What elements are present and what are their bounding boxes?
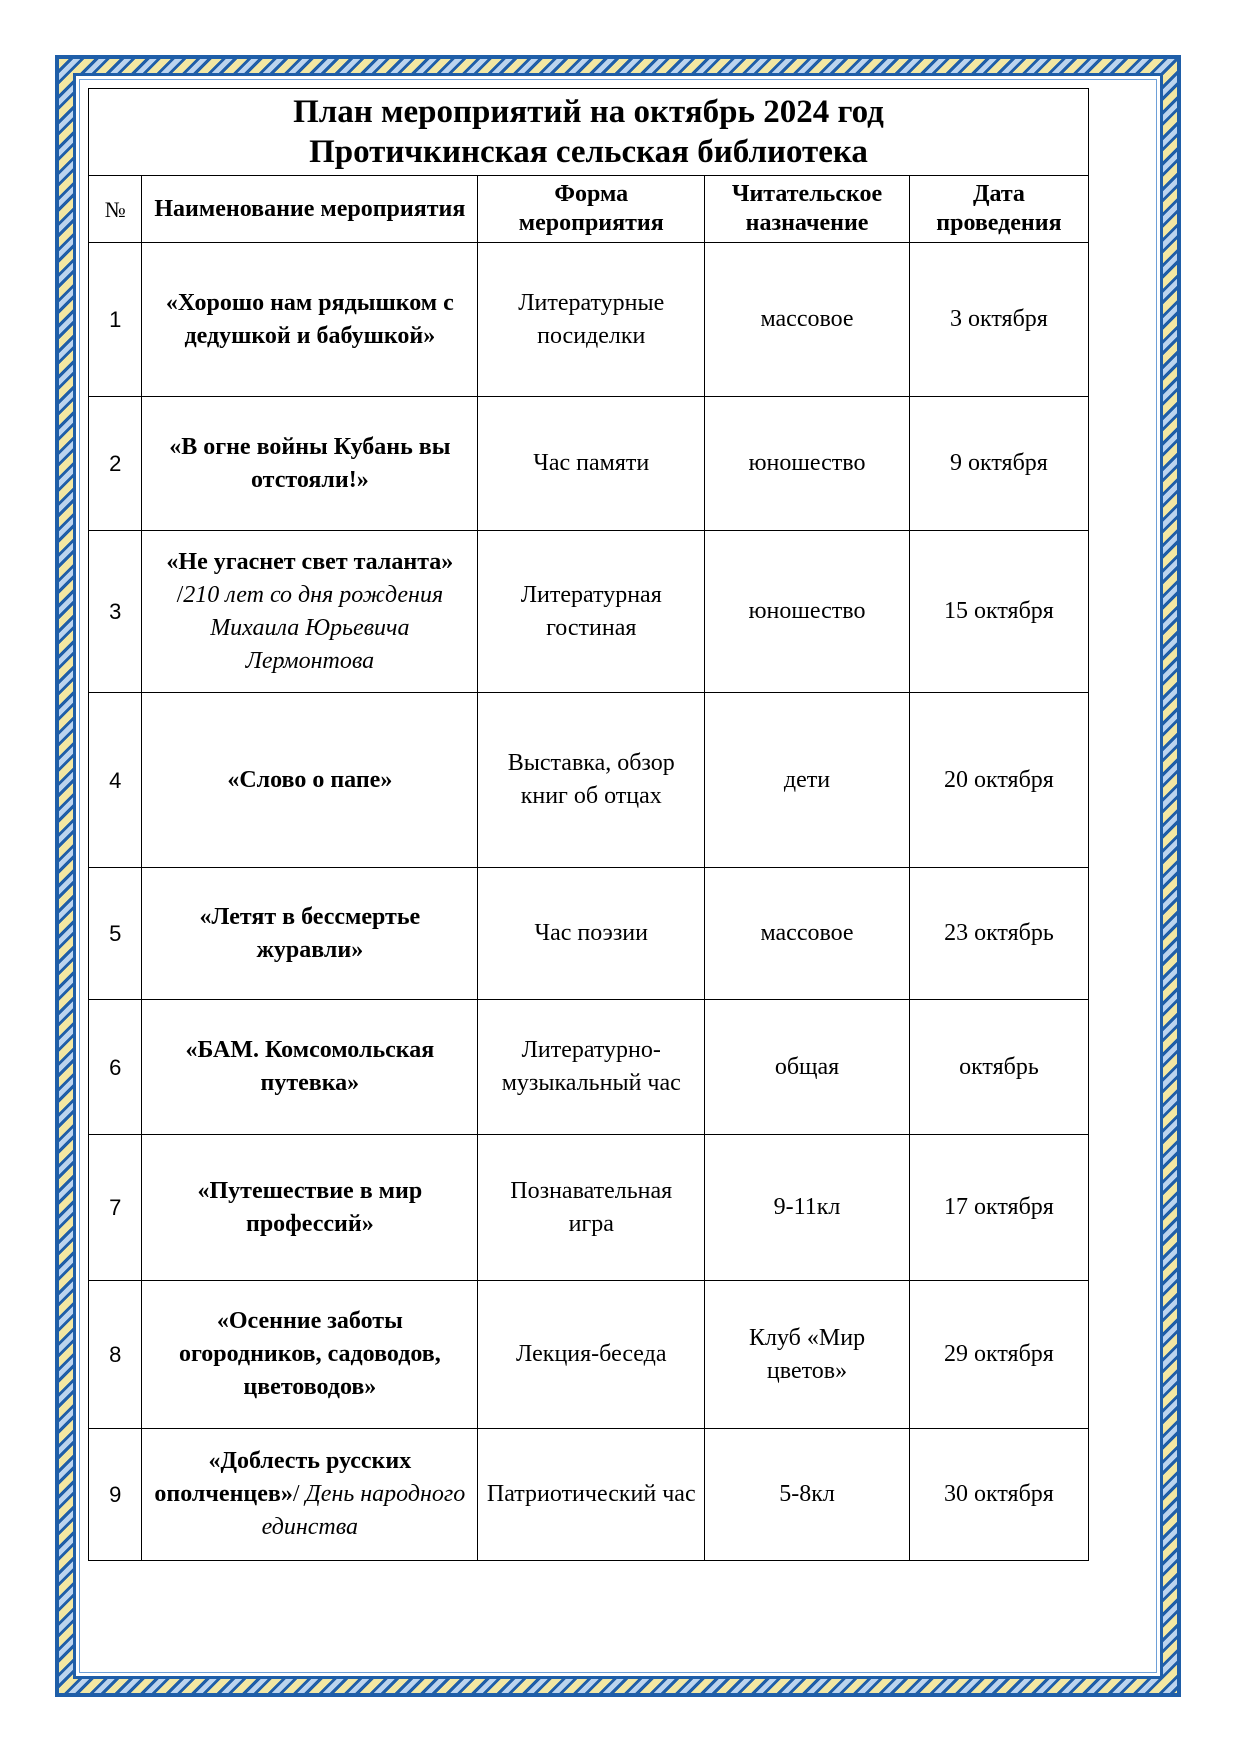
col-audience-header: Читательское назначение [705,176,910,243]
row-number: 5 [89,868,142,1000]
event-form: Час поэзии [478,868,705,1000]
event-name [142,868,478,1000]
event-name [142,1281,478,1429]
col-num-header: № [89,176,142,243]
row-number: 7 [89,1135,142,1281]
table-row [89,693,1089,868]
event-audience: общая [705,1000,910,1135]
event-date: октябрь [909,1000,1088,1135]
event-title: «В огне войны Кубань вы отстояли!» [169,433,451,493]
row-number: 6 [89,1000,142,1135]
event-name [142,1135,478,1281]
table-row [89,243,1089,397]
col-date-header: Дата проведения [909,176,1088,243]
event-audience: массовое [705,868,910,1000]
event-title: «Слово о папе» [227,766,393,793]
event-audience: юношество [705,397,910,531]
event-name [142,531,478,693]
event-name-separator: / [176,581,184,608]
event-title: «Летят в бессмертье журавли» [199,903,421,963]
event-title: «Доблесть русских ополченцев» [154,1448,412,1507]
event-form: Литературные посиделки [478,243,705,397]
event-title: «Хорошо нам рядышком с дедушкой и бабушкой» [165,289,454,349]
event-date: 20 октября [909,693,1088,868]
event-subtitle: День народного единства [261,1481,466,1540]
event-date: 9 октября [909,397,1088,531]
event-audience: массовое [705,243,910,397]
row-number: 1 [89,243,142,397]
table-row [89,1000,1089,1135]
table-row [89,868,1089,1000]
row-number: 3 [89,531,142,693]
event-form: Патриотический час [478,1429,705,1561]
event-title: «Путешествие в мир профессий» [197,1177,423,1237]
col-form-header: Форма мероприятия [478,176,705,243]
event-form: Выставка, обзор книг об отцах [478,693,705,868]
row-number: 4 [89,693,142,868]
event-date: 30 октября [909,1429,1088,1561]
event-form: Лекция-беседа [478,1281,705,1429]
header-row [89,176,1089,243]
event-form: Познавательная игра [478,1135,705,1281]
event-date: 15 октября [909,531,1088,693]
event-form: Литературная гостиная [478,531,705,693]
event-form: Литературно-музыкальный час [478,1000,705,1135]
title-line-2: Протичкинская сельская библиотека [309,134,868,170]
row-number: 9 [89,1429,142,1561]
event-name [142,693,478,868]
event-date: 3 октября [909,243,1088,397]
row-number: 8 [89,1281,142,1429]
event-audience: 9-11кл [705,1135,910,1281]
event-title: «БАМ. Комсомольская путевка» [185,1037,435,1096]
event-audience: юношество [705,531,910,693]
event-name [142,1000,478,1135]
event-date: 23 октябрь [909,868,1088,1000]
event-audience: 5-8кл [705,1429,910,1561]
event-subtitle: 210 лет со дня рождения Михаила Юрьевича Лермонтова [183,581,444,674]
event-audience: дети [705,693,910,868]
event-audience: Клуб «Мир цветов» [705,1281,910,1429]
event-date: 29 октября [909,1281,1088,1429]
title-line-1: План мероприятий на октябрь 2024 год [293,94,884,130]
table-row [89,397,1089,531]
event-title: «Осенние заботы огородников, садоводов, цветоводов» [178,1308,441,1400]
event-form: Час памяти [478,397,705,531]
table-row [89,1281,1089,1429]
event-plan-table [88,88,1089,1561]
event-title: «Не угаснет свет таланта» [166,548,454,575]
event-name-separator: / [292,1481,306,1507]
table-row [89,1135,1089,1281]
event-date: 17 октября [909,1135,1088,1281]
table-row [89,531,1089,693]
row-number: 2 [89,397,142,531]
event-name [142,397,478,531]
event-name [142,243,478,397]
col-name-header: Наименование мероприятия [142,176,478,243]
event-name [142,1429,478,1561]
table-title [89,89,1089,176]
table-row [89,1429,1089,1561]
